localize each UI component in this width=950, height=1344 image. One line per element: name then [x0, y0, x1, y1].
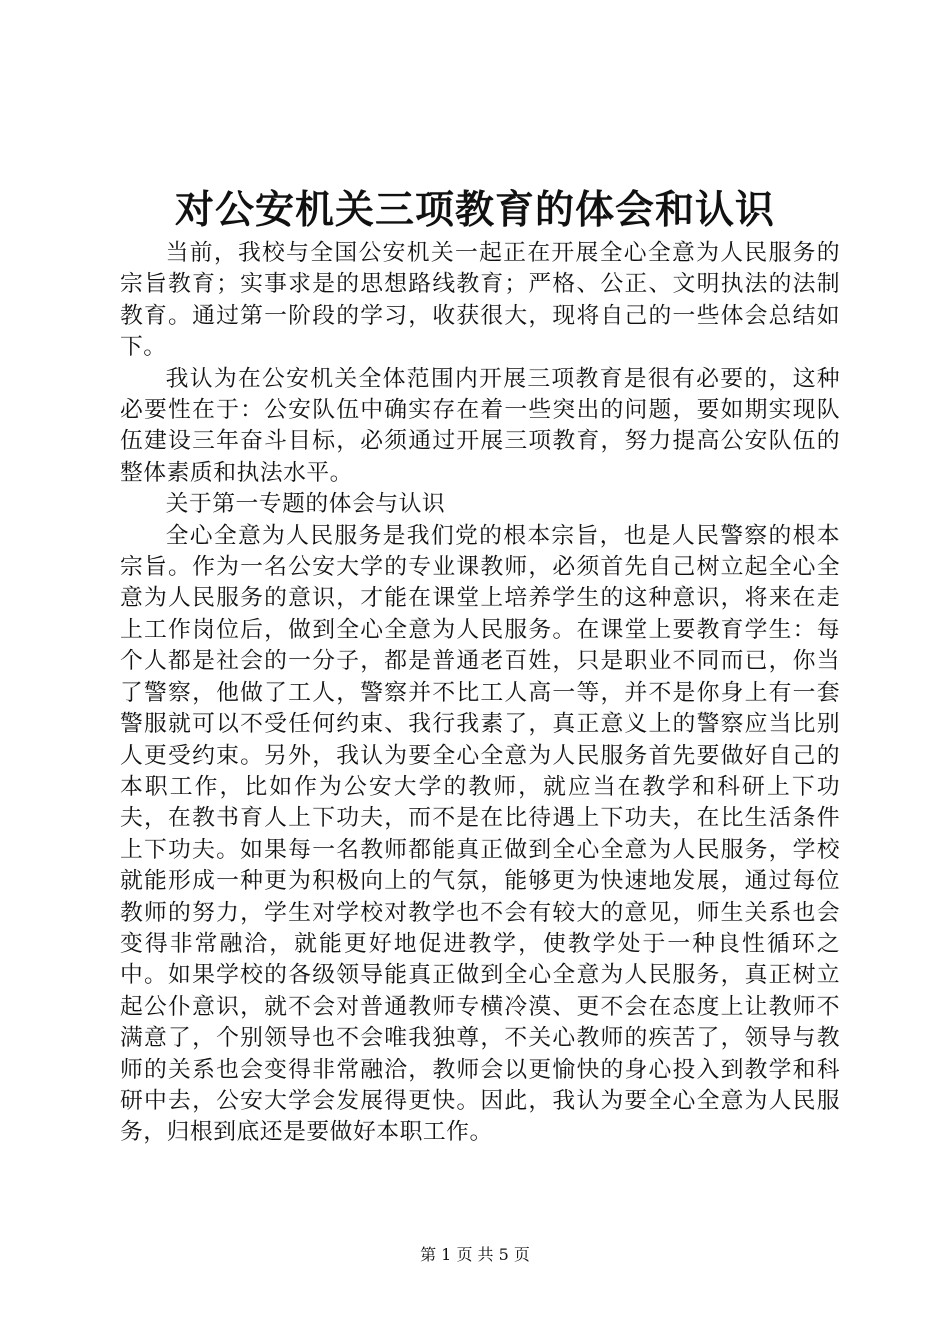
document-title: 对公安机关三项教育的体会和认识	[174, 187, 775, 233]
paragraph-service: 全心全意为人民服务是我们党的根本宗旨，也是人民警察的根本宗旨。作为一名公安大学的专业课教师，必须首先自己树立起全心全意为人民服务的意识，才能在课堂上培养学生的这种意识，将来在走上工作岗位后，做到全心全意为人民服务。在课堂上要教育学生：每个人都是社会的一分子，都是普通老百姓，只是职业不同而已，你当了警察，他做了工人，警察并不比工人高一等，并不是你身上有一套警服就可以不受任何约束、我行我素了，真正意义上的警察应当比别人更受约束。另外，我认为要全心全意为人民服务首先要做好自己的本职工作，比如作为公安大学的教师，就应当在教学和科研上下功夫，在教书育人上下功夫，而不是在比待遇上下功夫，在比生活条件上下功夫。如果每一名教师都能真正做到全心全意为人民服务，学校就能形成一种更为积极向上的气氛，能够更为快速地发展，通过每位教师的努力，学生对学校对教学也不会有较大的意见，师生关系也会变得非常融洽，就能更好地促进教学，使教学处于一种良性循环之中。如果学校的各级领导能真正做到全心全意为人民服务，真正树立起公仆意识，就不会对普通教师专横冷漠、更不会在态度上让教师不满意了，个别领导也不会唯我独尊，不关心教师的疾苦了，领导与教师的关系也会变得非常融洽，教师会以更愉快的身心投入到教学和科研中去，公安大学会发展得更快。因此，我认为要全心全意为人民服务，归根到底还是要做好本职工作。	[120, 522, 840, 1146]
page-footer: 第 1 页 共 5 页	[420, 1245, 530, 1264]
document-body	[120, 238, 840, 1149]
section-heading: 关于第一专题的体会与认识	[165, 491, 446, 518]
paragraph-necessity: 我认为在公安机关全体范围内开展三项教育是很有必要的，这种必要性在于：公安队伍中确实存在着一些突出的问题，要如期实现队伍建设三年奋斗目标，必须通过开展三项教育，努力提高公安队伍的整体素质和执法水平。	[120, 365, 840, 486]
paragraph-intro: 当前，我校与全国公安机关一起正在开展全心全意为人民服务的宗旨教育；实事求是的思想路线教育；严格、公正、文明执法的法制教育。通过第一阶段的学习，收获很大，现将自己的一些体会总结如下。	[120, 240, 840, 361]
